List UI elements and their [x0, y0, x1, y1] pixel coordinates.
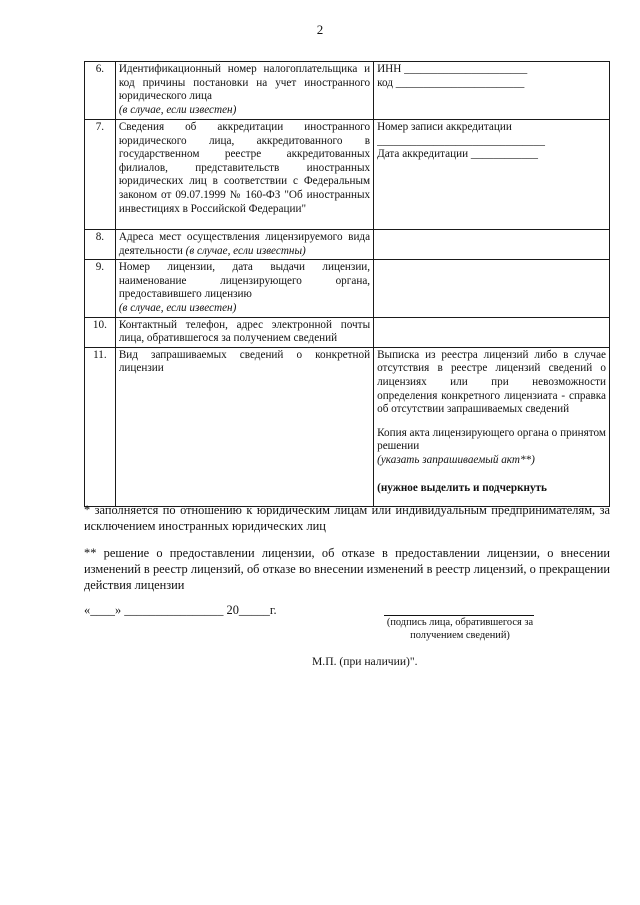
signature-caption: (подпись лица, обратившегося за получением сведений)	[386, 617, 534, 641]
date-field[interactable]: «____» ________________ 20_____г.	[84, 603, 277, 617]
footnote-2: ** решение о предоставлении лицензии, об отказе в предоставлении лицензии, о внесении изменений в реестр лицензий, об отказе во внесении изменений в реестр лицензий, о прекращении действия лицензии	[84, 546, 610, 592]
spacer	[377, 417, 606, 427]
kpp-field[interactable]: код _______________________	[377, 76, 525, 89]
row-note: (в случае, если известны)	[185, 244, 306, 257]
row-description: Вид запрашиваемых сведений о конкретной лицензии	[115, 347, 373, 506]
table-row	[85, 347, 610, 506]
act-note: (указать запрашиваемый акт**)	[377, 453, 535, 466]
row-number: 6.	[85, 62, 116, 120]
row-value[interactable]	[374, 230, 610, 260]
row-description	[115, 62, 373, 120]
row-value[interactable]	[374, 120, 610, 230]
table-row	[85, 230, 610, 260]
inn-field[interactable]: ИНН ______________________	[377, 63, 528, 75]
row-value[interactable]	[374, 317, 610, 347]
row-value[interactable]	[374, 347, 610, 506]
page-number: 2	[316, 22, 324, 37]
copy-act-option[interactable]: Копия акта лицензирующего органа о принятом решении	[377, 426, 606, 453]
row-value[interactable]	[374, 260, 610, 317]
row-description-text: Номер лицензии, дата выдачи лицензии, наименование лицензирующего органа, предоставившего лицензию	[118, 261, 371, 301]
table-row	[85, 317, 610, 347]
row-value[interactable]	[374, 62, 610, 120]
row-description-text: Идентификационный номер налогоплательщика и код причины постановки на учет иностранного юридического лица	[118, 63, 371, 103]
row-description	[115, 260, 373, 317]
row-number: 7.	[85, 120, 116, 230]
row-number: 11.	[85, 347, 116, 506]
instruction-note: (нужное выделить и подчеркнуть	[377, 481, 547, 494]
accreditation-record-field[interactable]: ______________________________	[377, 134, 545, 147]
row-number: 8.	[85, 230, 116, 260]
accreditation-date-field[interactable]: Дата аккредитации ____________	[377, 148, 538, 161]
table-row	[85, 120, 610, 230]
footnote-1: * заполняется по отношению к юридическим лицам или индивидуальным предпринимателям, за исключением иностранных юридических лиц	[84, 503, 610, 533]
row-note: (в случае, если известен)	[118, 301, 237, 314]
table-row	[85, 62, 610, 120]
form-table	[84, 61, 610, 507]
row-note: (в случае, если известен)	[118, 103, 237, 116]
accreditation-record-label: Номер записи аккредитации	[377, 121, 512, 133]
row-description: Контактный телефон, адрес электронной почты лица, обратившегося за получением сведений	[115, 317, 373, 347]
row-number: 10.	[85, 317, 116, 347]
row-number: 9.	[85, 260, 116, 317]
row-description-text: Адреса мест осуществления лицензируемого вида деятельности	[118, 231, 371, 257]
row-description: Сведения об аккредитации иностранного юридического лица, аккредитованного в государственном реестре аккредитованных филиалов, представительств иностранных юридических лиц в соответствии с Федеральным законом от 09.07.1999 № 160-ФЗ "Об иностранных инвестициях в Российской Федерации"	[115, 120, 373, 230]
extract-option[interactable]: Выписка из реестра лицензий либо в случае отсутствия в реестре лицензий сведений о лицензиях или при невозможности определения конкретного лицензиата - справка об отсутствии запрашиваемых сведений	[377, 348, 606, 416]
table-row	[85, 260, 610, 317]
spacer	[377, 468, 606, 482]
row-description	[115, 230, 373, 260]
stamp-placeholder: М.П. (при наличии)".	[312, 655, 418, 668]
